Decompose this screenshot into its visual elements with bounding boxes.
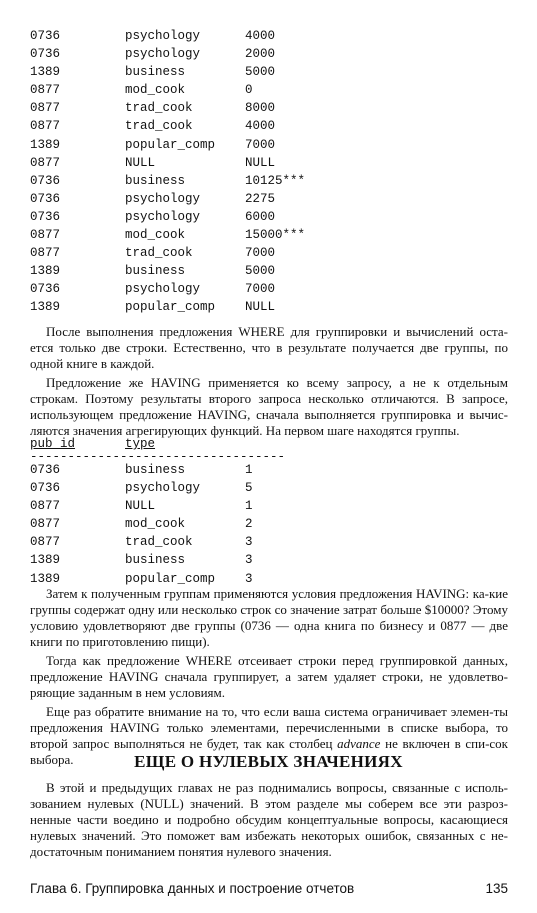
- cell-value: 3: [245, 571, 253, 586]
- column-header-type: type: [125, 437, 156, 451]
- table-row: [30, 479, 335, 497]
- cell-value: 8000: [245, 101, 276, 116]
- table-row: [30, 533, 335, 551]
- cell-value: 5: [245, 481, 253, 496]
- cell-type: psychology: [125, 209, 201, 224]
- cell-pub-id: 0736: [30, 173, 61, 188]
- chapter-title: Глава 6. Группировка данных и построение отчетов: [30, 881, 355, 896]
- cell-type: popular_comp: [125, 137, 216, 152]
- table-row: [30, 226, 335, 244]
- cell-type: psychology: [125, 47, 201, 62]
- cell-pub-id: 1389: [30, 137, 61, 152]
- cell-value: NULL: [245, 300, 276, 315]
- table-row: [30, 208, 335, 226]
- page-footer: [30, 881, 508, 896]
- cell-type: business: [125, 553, 186, 568]
- cell-type: mod_cook: [125, 517, 186, 532]
- paragraph-null-values-intro: В этой и предыдущих главах не раз поднимались вопросы, связанные с исполь-зованием нулевых (NULL) значений. В этом разделе мы соберем все эти разроз-ненные части воедино и подробно обсудим концептуальные вопросы, касающиеся нулевых значений. Это поможет вам избежать некоторых ошибок, связанных с не-достаточным пониманием понятия нулевого значения.: [30, 780, 508, 859]
- cell-pub-id: 0877: [30, 499, 61, 514]
- table-row: [30, 244, 335, 262]
- cell-value: NULL: [245, 155, 276, 170]
- table-row: [30, 497, 335, 515]
- cell-pub-id: 1389: [30, 65, 61, 80]
- table-row: [30, 81, 335, 99]
- text-block-2: [30, 586, 508, 768]
- cell-value: 7000: [245, 246, 276, 261]
- table-row: [30, 136, 335, 154]
- cell-pub-id: 1389: [30, 264, 61, 279]
- cell-type: business: [125, 463, 186, 477]
- table-row: [30, 551, 335, 569]
- table-row: [30, 154, 335, 172]
- column-header-pub-id: pub_id: [30, 437, 76, 451]
- cell-pub-id: 0877: [30, 228, 61, 243]
- cell-pub-id: 0877: [30, 535, 61, 550]
- cell-pub-id: 0736: [30, 47, 61, 62]
- cell-value: 6000: [245, 209, 276, 224]
- table-row: [30, 190, 335, 208]
- cell-value: 1: [245, 499, 253, 514]
- page-number: 135: [485, 881, 508, 896]
- text-block-1: [30, 324, 508, 439]
- section-heading: ЕЩЕ О НУЛЕВЫХ ЗНАЧЕНИЯХ: [134, 752, 403, 771]
- cell-value: 0: [245, 83, 253, 98]
- cell-pub-id: 0736: [30, 282, 61, 297]
- cell-value: 7000: [245, 282, 276, 297]
- table-row: [30, 172, 335, 190]
- cell-pub-id: 0877: [30, 119, 61, 134]
- table-row: [30, 298, 335, 316]
- cell-type: psychology: [125, 191, 201, 206]
- table-row: [30, 262, 335, 280]
- cell-value: 1: [245, 463, 253, 477]
- cell-type: NULL: [125, 155, 156, 170]
- cell-type: trad_cook: [125, 246, 193, 261]
- table-row: [30, 515, 335, 533]
- table-row: [30, 570, 335, 588]
- cell-value: 15000***: [245, 228, 306, 243]
- cell-pub-id: 0736: [30, 481, 61, 496]
- cell-pub-id: 0877: [30, 101, 61, 116]
- cell-type: mod_cook: [125, 83, 186, 98]
- cell-pub-id: 0736: [30, 463, 61, 477]
- cell-pub-id: 1389: [30, 300, 61, 315]
- cell-type: psychology: [125, 481, 201, 496]
- table-row: [30, 461, 335, 479]
- table-row: [30, 280, 335, 298]
- cell-value: 2275: [245, 191, 276, 206]
- table-row: [30, 63, 335, 81]
- note-text-start: Еще раз обратите внимание на то, что если ваша система ограничивает элемен-ты предложения HAVING только элементами, перечисленными в списке выбора, то второй запрос выполняться не будет, так как столбец: [30, 704, 508, 751]
- cell-type: popular_comp: [125, 300, 216, 315]
- cell-type: business: [125, 264, 186, 279]
- cell-type: business: [125, 173, 186, 188]
- table-2-header: [30, 435, 335, 453]
- cell-pub-id: 1389: [30, 571, 61, 586]
- cell-pub-id: 1389: [30, 553, 61, 568]
- cell-type: NULL: [125, 499, 156, 514]
- table-row: [30, 45, 335, 63]
- cell-type: trad_cook: [125, 535, 193, 550]
- paragraph-where-vs-having: Тогда как предложение WHERE отсеивает строки перед группировкой данных, предложение HAVING сначала группирует, а затем удаляет строки, не удовлетво-ряющие заданным в нем условиям.: [30, 653, 508, 700]
- results-table-1: [30, 27, 335, 317]
- cell-value: 4000: [245, 119, 276, 134]
- cell-pub-id: 0877: [30, 155, 61, 170]
- cell-pub-id: 0736: [30, 29, 61, 43]
- cell-pub-id: 0736: [30, 209, 61, 224]
- cell-type: trad_cook: [125, 101, 193, 116]
- cell-type: trad_cook: [125, 119, 193, 134]
- cell-type: mod_cook: [125, 228, 186, 243]
- note-text-end: не включен в спи-сок выбора.: [30, 736, 508, 767]
- cell-pub-id: 0877: [30, 246, 61, 261]
- column-name-advance: advance: [337, 736, 381, 751]
- cell-value: 10125***: [245, 173, 306, 188]
- results-table-2: [30, 435, 335, 588]
- table-row: [30, 27, 335, 45]
- paragraph-having-intro: Предложение же HAVING применяется ко всему запросу, а не к отдельным строкам. Поэтому результаты второго запроса несколько отличаются. В запросе, использующем предложение HAVING, сначала выполняется группировка и вычис-ляются значения агрегирующих функций. На первом шаге находятся группы.: [30, 375, 508, 438]
- cell-pub-id: 0877: [30, 83, 61, 98]
- cell-type: popular_comp: [125, 571, 216, 586]
- cell-value: 7000: [245, 137, 276, 152]
- table-row: [30, 117, 335, 135]
- text-block-3: [30, 780, 508, 860]
- cell-value: 3: [245, 535, 253, 550]
- cell-pub-id: 0736: [30, 191, 61, 206]
- table-row: [30, 99, 335, 117]
- paragraph-having-conditions: Затем к полученным группам применяются условия предложения HAVING: ка-кие группы содержат одну или несколько строк со значение затрат больше $10000? Этому условию удовлетворяют две группы (0736 — одна книга по бизнесу и 0877 — две книги по приготовлению пищи).: [30, 586, 508, 649]
- cell-type: psychology: [125, 282, 201, 297]
- cell-value: 2: [245, 517, 253, 532]
- table-2-body: [30, 461, 335, 588]
- paragraph-where-result: После выполнения предложения WHERE для группировки и вычислений оста-ется только две строки. Естественно, что в результате получается две группы, по одной книге в каждой.: [30, 324, 508, 371]
- cell-type: business: [125, 65, 186, 80]
- header-underline: ----------------------------------: [30, 453, 286, 461]
- cell-pub-id: 0877: [30, 517, 61, 532]
- cell-value: 2000: [245, 47, 276, 62]
- cell-value: 4000: [245, 29, 276, 43]
- cell-type: psychology: [125, 29, 201, 43]
- cell-value: 5000: [245, 264, 276, 279]
- cell-value: 3: [245, 553, 253, 568]
- cell-value: 5000: [245, 65, 276, 80]
